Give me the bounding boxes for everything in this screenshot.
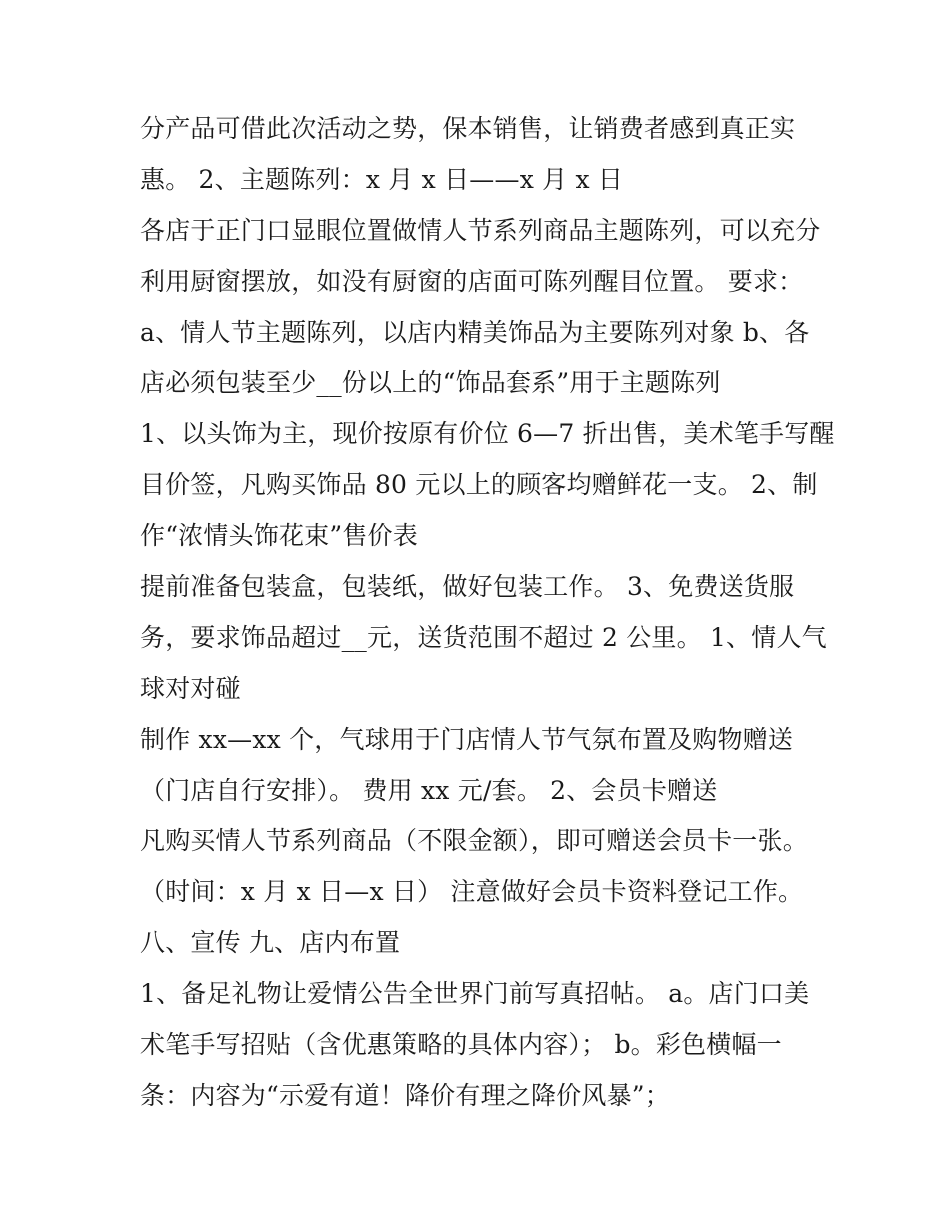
text-line: 条：内容为“示爱有道！降价有理之降价风暴”； [140, 1080, 670, 1110]
text-line: 制作 xx—xx 个，气球用于门店情人节气氛布置及购物赠送 [140, 724, 794, 754]
body-text [140, 104, 840, 1122]
text-line: （时间：x 月 x 日—x 日） 注意做好会员卡资料登记工作。 [140, 877, 804, 907]
text-line: 惠。 2、主题陈列：x 月 x 日——x 月 x 日 [140, 164, 624, 194]
text-line: 作“浓情头饰花束”售价表 [140, 521, 418, 551]
text-line: 利用厨窗摆放，如没有厨窗的店面可陈列醒目位置。 要求： [140, 266, 804, 296]
text-line: 1、以头饰为主，现价按原有价位 6—7 折出售，美术笔手写醒 [140, 419, 835, 449]
text-line: 1、备足礼物让爱情公告全世界门前写真招帖。 a。店门口美 [140, 979, 810, 1009]
text-line: 店必须包装至少__份以上的“饰品套系”用于主题陈列 [140, 368, 721, 398]
text-line: 术笔手写招贴（含优惠策略的具体内容）； b。彩色横幅一 [140, 1030, 782, 1060]
text-line: 目价签，凡购买饰品 80 元以上的顾客均赠鲜花一支。 2、制 [140, 470, 818, 500]
text-line: 务，要求饰品超过__元，送货范围不超过 2 公里。 1、情人气 [140, 622, 827, 652]
text-line: 各店于正门口显眼位置做情人节系列商品主题陈列，可以充分 [140, 215, 821, 245]
text-line: a、情人节主题陈列，以店内精美饰品为主要陈列对象 b、各 [140, 317, 810, 347]
text-line: 八、宣传 九、店内布置 [140, 928, 401, 958]
text-line: （门店自行安排）。 费用 xx 元/套。 2、会员卡赠送 [140, 775, 718, 805]
text-line: 分产品可借此次活动之势，保本销售，让销费者感到真正实 [140, 114, 796, 143]
text-line: 球对对碰 [140, 673, 241, 703]
text-line: 凡购买情人节系列商品（不限金额），即可赠送会员卡一张。 [140, 826, 808, 856]
text-line: 提前准备包装盒，包装纸，做好包装工作。 3、免费送货服 [140, 572, 795, 602]
